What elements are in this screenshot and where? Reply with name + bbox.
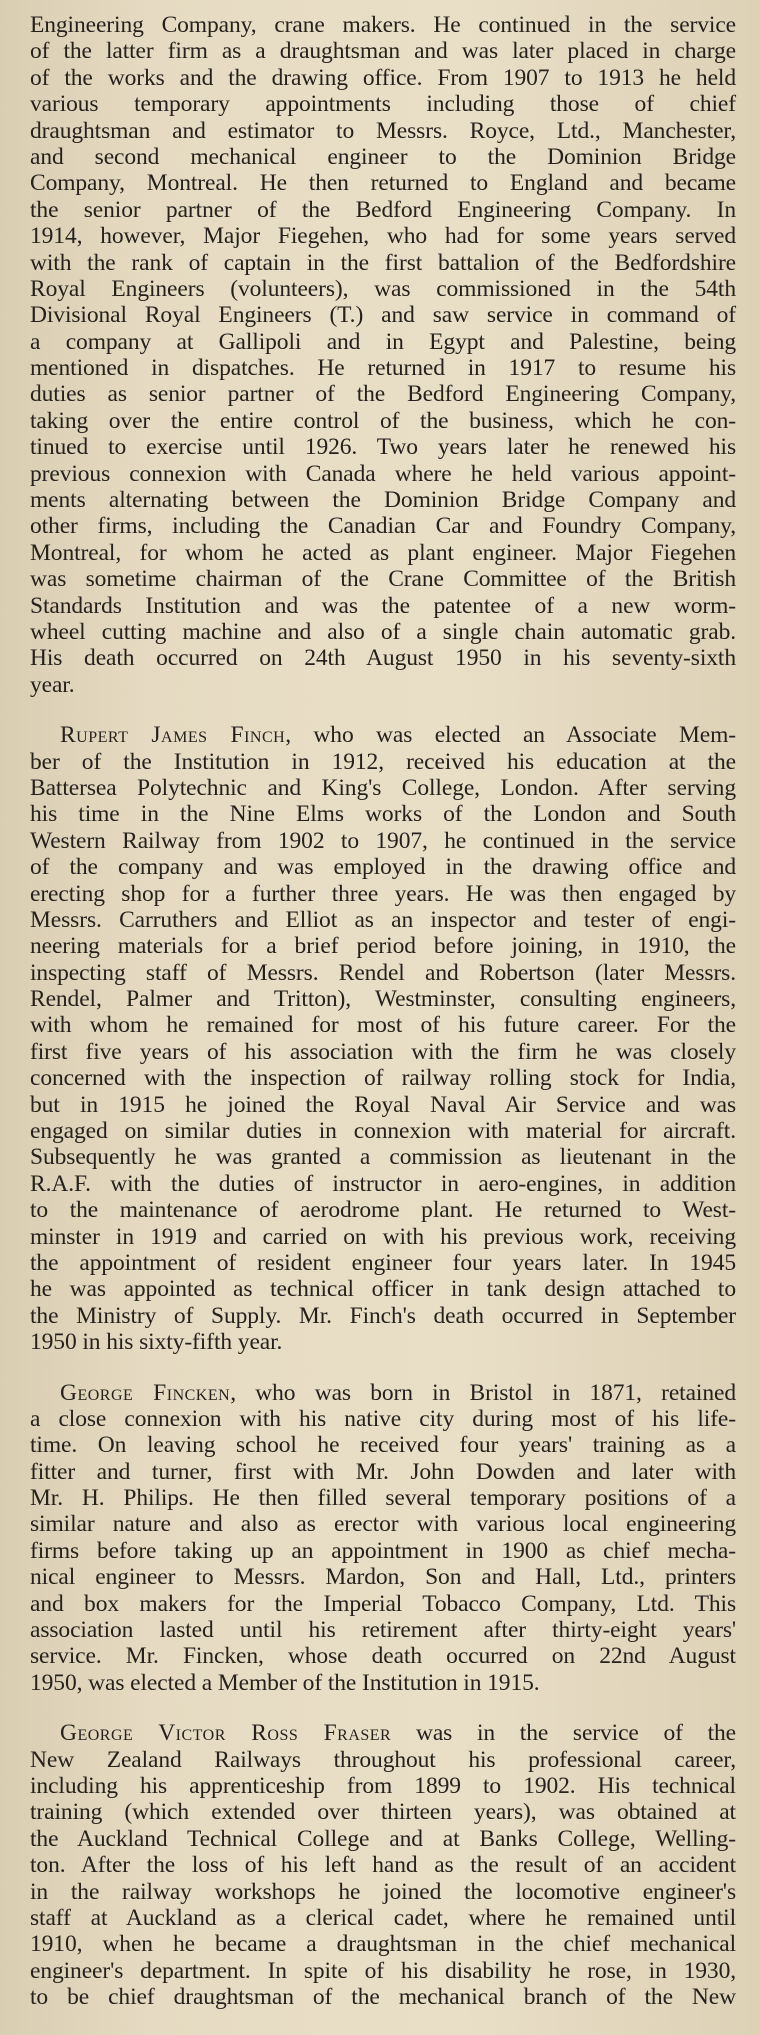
text-line: Montreal, for whom he acted as plant engineer. Major Fiegehen	[30, 539, 736, 566]
text-line: staff at Auckland as a clerical cadet, where he remained until	[30, 1904, 736, 1931]
text-line: 1910, when he became a draughtsman in the chief mechanical	[30, 1931, 736, 1958]
text-line: with the rank of captain in the first battalion of the Bedfordshire	[30, 249, 736, 276]
text-line: mentioned in dispatches. He returned in 1917 to resume his	[30, 355, 736, 382]
text-line: the senior partner of the Bedford Engineering Company. In	[30, 196, 736, 223]
person-name: George Victor Ross Fraser	[60, 1720, 392, 1747]
text-line: a close connexion with his native city during most of his life-	[30, 1405, 736, 1432]
text-line: Subsequently he was granted a commission as lieutenant in the	[30, 1144, 736, 1171]
line-text: , who was elected an Associate Mem-	[285, 722, 736, 749]
text-line: Company, Montreal. He then returned to England and became	[30, 170, 736, 197]
obituary-paragraph	[30, 1720, 736, 2010]
text-line: wheel cutting machine and also of a single chain automatic grab.	[30, 618, 736, 645]
text-line	[30, 1720, 736, 1746]
person-name: Rupert James Finch	[60, 722, 286, 749]
text-line: to the maintenance of aerodrome plant. He returned to West-	[30, 1197, 736, 1224]
text-line: previous connexion with Canada where he held various appoint-	[30, 460, 736, 487]
text-line: Royal Engineers (volunteers), was commissioned in the 54th	[30, 275, 736, 302]
text-line: other firms, including the Canadian Car and Foundry Company,	[30, 513, 736, 540]
document-page	[30, 12, 736, 2035]
person-name: George Fincken	[60, 1379, 231, 1406]
text-line: of the latter firm as a draughtsman and was later placed in charge	[30, 38, 736, 65]
text-line: inspecting staff of Messrs. Rendel and Robertson (later Messrs.	[30, 959, 736, 986]
text-line: engaged on similar duties in connexion with material for aircraft.	[30, 1118, 736, 1145]
line-text: , who was born in Bristol in 1871, retained	[230, 1379, 736, 1406]
text-line: Messrs. Carruthers and Elliot as an inspector and tester of engi-	[30, 906, 736, 933]
obituary-paragraph	[30, 1380, 736, 1697]
text-line: association lasted until his retirement after thirty-eight years'	[30, 1617, 736, 1644]
text-line: ber of the Institution in 1912, received his education at the	[30, 748, 736, 775]
text-line	[30, 1380, 736, 1406]
text-line: Standards Institution and was the patentee of a new worm-	[30, 592, 736, 619]
text-line: Western Railway from 1902 to 1907, he continued in the service	[30, 827, 736, 854]
text-line: nical engineer to Messrs. Mardon, Son and Hall, Ltd., printers	[30, 1564, 736, 1591]
text-line: but in 1915 he joined the Royal Naval Air Service and was	[30, 1091, 736, 1118]
text-line: engineer's department. In spite of his disability he rose, in 1930,	[30, 1957, 736, 1984]
text-line: to be chief draughtsman of the mechanical branch of the New	[30, 1984, 736, 2011]
text-line: with whom he remained for most of his future career. For the	[30, 1012, 736, 1039]
text-line: 1950 in his sixty-fifth year.	[30, 1329, 283, 1356]
text-line: service. Mr. Fincken, whose death occurred on 22nd August	[30, 1643, 736, 1670]
text-line: similar nature and also as erector with various local engineering	[30, 1511, 736, 1538]
text-line: Mr. H. Philips. He then filled several temporary positions of a	[30, 1485, 736, 1512]
text-line: 1950, was elected a Member of the Institution in 1915.	[30, 1669, 540, 1696]
text-line: he was appointed as technical officer in tank design attached to	[30, 1276, 736, 1303]
text-line: of the works and the drawing office. From 1907 to 1913 he held	[30, 64, 736, 91]
text-line: Engineering Company, crane makers. He continued in the service	[30, 12, 736, 38]
text-line: Battersea Polytechnic and King's College, London. After serving	[30, 774, 736, 801]
text-line: Divisional Royal Engineers (T.) and saw service in command of	[30, 302, 736, 329]
text-line: training (which extended over thirteen years), was obtained at	[30, 1799, 736, 1826]
text-line: the Auckland Technical College and at Banks College, Welling-	[30, 1825, 736, 1852]
text-line: tinued to exercise until 1926. Two years later he renewed his	[30, 434, 736, 461]
text-line: erecting shop for a further three years. He was then engaged by	[30, 880, 736, 907]
text-line: R.A.F. with the duties of instructor in aero-engines, in addition	[30, 1170, 736, 1197]
text-line: in the railway workshops he joined the locomotive engineer's	[30, 1878, 736, 1905]
text-line: ments alternating between the Dominion Bridge Company and	[30, 487, 736, 514]
text-line: taking over the entire control of the business, which he con-	[30, 407, 736, 434]
obituary-paragraph	[30, 12, 736, 698]
text-line: fitter and turner, first with Mr. John Dowden and later with	[30, 1458, 736, 1485]
text-line: His death occurred on 24th August 1950 in his seventy-sixth	[30, 645, 736, 672]
text-line: various temporary appointments including those of chief	[30, 91, 736, 118]
text-line: duties as senior partner of the Bedford Engineering Company,	[30, 381, 736, 408]
text-line	[30, 722, 736, 748]
text-line: a company at Gallipoli and in Egypt and Palestine, being	[30, 328, 736, 355]
text-line: and second mechanical engineer to the Dominion Bridge	[30, 143, 736, 170]
text-line: concerned with the inspection of railway rolling stock for India,	[30, 1065, 736, 1092]
text-line: his time in the Nine Elms works of the London and South	[30, 801, 736, 828]
text-line: ton. After the loss of his left hand as the result of an accident	[30, 1852, 736, 1879]
text-line: year.	[30, 671, 75, 698]
text-line: the appointment of resident engineer four years later. In 1945	[30, 1249, 736, 1276]
text-line: minster in 1919 and carried on with his previous work, receiving	[30, 1223, 736, 1250]
text-line: first five years of his association with the firm he was closely	[30, 1038, 736, 1065]
text-line: draughtsman and estimator to Messrs. Royce, Ltd., Manchester,	[30, 117, 736, 144]
text-line: of the company and was employed in the drawing office and	[30, 854, 736, 881]
text-line: neering materials for a brief period before joining, in 1910, the	[30, 933, 736, 960]
text-line: time. On leaving school he received four years' training as a	[30, 1432, 736, 1459]
text-line: New Zealand Railways throughout his professional career,	[30, 1746, 736, 1773]
text-line: the Ministry of Supply. Mr. Finch's death occurred in September	[30, 1302, 736, 1329]
text-line: and box makers for the Imperial Tobacco Company, Ltd. This	[30, 1590, 736, 1617]
obituary-paragraph	[30, 722, 736, 1355]
text-line: was sometime chairman of the Crane Committee of the British	[30, 566, 736, 593]
text-line: including his apprenticeship from 1899 to 1902. His technical	[30, 1773, 736, 1799]
text-line: 1914, however, Major Fiegehen, who had for some years served	[30, 223, 736, 250]
text-line: firms before taking up an appointment in 1900 as chief mecha-	[30, 1537, 736, 1564]
line-text: was in the service of the	[391, 1720, 736, 1747]
text-line: Rendel, Palmer and Tritton), Westminster, consulting engineers,	[30, 986, 736, 1013]
